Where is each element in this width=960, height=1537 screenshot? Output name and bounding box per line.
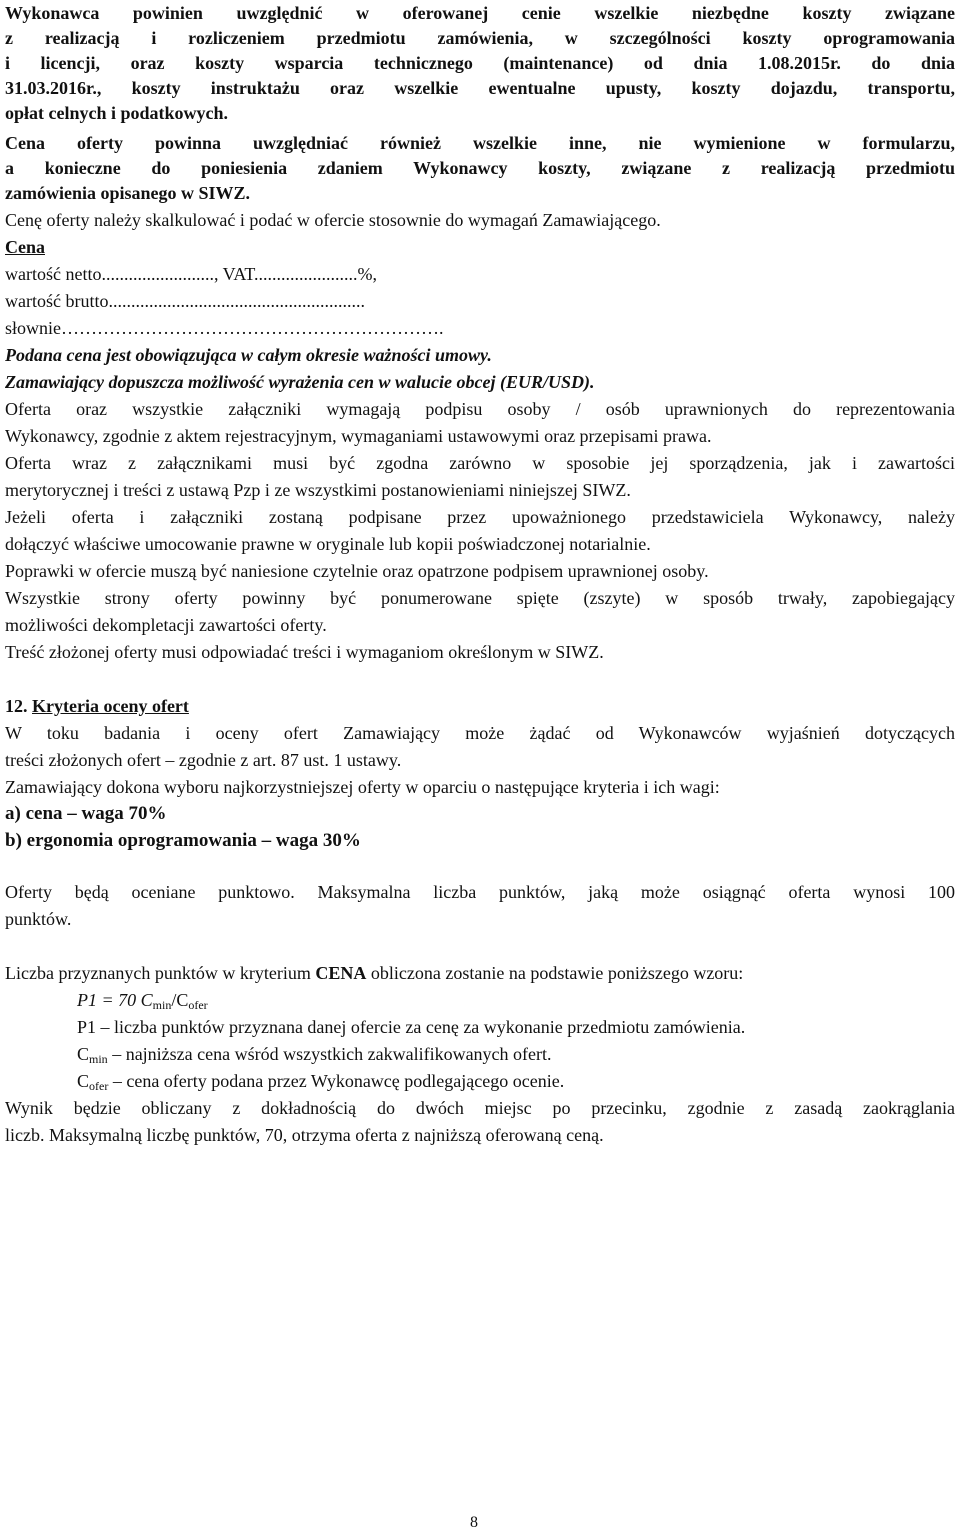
s12-p3-line1: Oferty będą oceniane punktowo. Maksymalna liczba punktów, jaką może osiągnąć oferta wynosi 100 [5,882,955,902]
para8-line2: możliwości dekompletacji zawartości oferty. [5,615,327,635]
para8-line1: Wszystkie strony oferty powinny być ponumerowane spięte (zszyte) w sposób trwały, zapobiegający [5,588,955,608]
formula [77,989,208,1011]
s12-p2: Zamawiający dokona wyboru najkorzystniejszej oferty w oparciu o następujące kryteria i ich wagi: [5,777,720,797]
s12-p1-line2: treści złożonych ofert – zgodnie z art. 87 ust. 1 ustawy. [5,750,402,770]
para1-line4: 31.03.2016r., koszty instruktażu oraz wszelkie ewentualne upusty, koszty dojazdu, transportu, [5,78,955,98]
section12-title: Kryteria oceny ofert [32,696,189,716]
para4-line2: Wykonawcy, zgodnie z aktem rejestracyjnym, wymaganiami ustawowymi oraz przepisami prawa. [5,426,712,446]
price-currency: Zamawiający dopuszcza możliwość wyrażenia cen w walucie obcej (EUR/USD). [5,372,595,392]
page-number: 8 [470,1514,478,1531]
s12-p1-line1: W toku badania i oceny ofert Zamawiający może żądać od Wykonawców wyjaśnień dotyczących [5,723,955,743]
para6-line1: Jeżeli oferta i załączniki zostaną podpisane przez upoważnionego przedstawiciela Wykonawcy, należy [5,507,955,527]
para5-line1: Oferta wraz z załącznikami musi być zgodna zarówno w sposobie jej sporządzenia, jak i zawartości [5,453,955,473]
s12-p4-post: obliczona zostanie na podstawie poniższego wzoru: [366,963,744,983]
s12-p4-pre: Liczba przyznanych punktów w kryterium [5,963,316,983]
para5-line2: merytorycznej i treści z ustawą Pzp i ze wszystkimi postanowieniami niniejszej SIWZ. [5,480,631,500]
para2-line1: Cena oferty powinna uwzględniać również wszelkie inne, nie wymienione w formularzu, [5,133,955,153]
formula-ofer-sub: ofer [188,998,208,1012]
def-cofer [77,1070,564,1092]
formula-slash: /C [171,990,189,1010]
para4-line1: Oferta oraz wszystkie załączniki wymagają podpisu osoby / osób uprawnionych do reprezentowania [5,399,955,419]
para2-line3: zamówienia opisanego w SIWZ. [5,183,251,203]
criterion-b: b) ergonomia oprogramowania – waga 30% [5,830,361,851]
para2-line2: a konieczne do poniesienia zdaniem Wykonawcy koszty, związane z realizacją przedmiotu [5,158,955,178]
para1-line1: Wykonawca powinien uwzględnić w oferowanej cenie wszelkie niezbędne koszty związane [5,3,955,23]
s12-p4 [5,962,743,984]
section12-number: 12. [5,696,28,716]
para7: Poprawki w ofercie muszą być naniesione czytelnie oraz opatrzone podpisem uprawnionej osoby. [5,561,709,581]
s12-p3-line2: punktów. [5,909,72,929]
para1-line2: z realizacją i rozliczeniem przedmiotu zamówienia, w szczególności koszty oprogramowania [5,28,955,48]
s12-p4-bold: CENA [315,963,367,983]
price-brutto: wartość brutto......................................................... [5,291,365,311]
def-cmin-sym: C [77,1044,90,1064]
price-heading: Cena [5,237,45,257]
para3: Cenę oferty należy skalkulować i podać w ofercie stosownie do wymagań Zamawiającego. [5,210,661,230]
criterion-a: a) cena – waga 70% [5,803,167,824]
para1-line5: opłat celnych i podatkowych. [5,103,229,123]
formula-lhs: P1 = 70 C [77,990,153,1010]
def-cofer-sub: ofer [89,1079,109,1093]
def-p1: P1 – liczba punktów przyznana danej ofercie za cenę za wykonanie przedmiotu zamówienia. [77,1017,746,1037]
def-cofer-sym: C [77,1071,90,1091]
s12-p5-line2: liczb. Maksymalną liczbę punktów, 70, otrzyma oferta z najniższą oferowaną ceną. [5,1125,604,1145]
def-cmin-text: – najniższa cena wśród wszystkich zakwalifikowanych ofert. [107,1044,552,1064]
para6-line2: dołączyć właściwe umocowanie prawne w oryginale lub kopii poświadczonej notarialnie. [5,534,651,554]
def-cmin-sub: min [89,1052,108,1066]
price-netto: wartość netto........................., VAT.......................%, [5,264,377,284]
price-slownie: słownie………………………………………………………. [5,318,444,338]
def-cofer-text: – cena oferty podana przez Wykonawcę podlegającego ocenie. [108,1071,565,1091]
section12-heading [5,695,189,717]
def-cmin [77,1043,552,1065]
price-validity: Podana cena jest obowiązująca w całym okresie ważności umowy. [5,345,492,365]
formula-min-sub: min [152,998,172,1012]
s12-p5-line1: Wynik będzie obliczany z dokładnością do dwóch miejsc po przecinku, zgodnie z zasadą zaokrąglania [5,1098,955,1118]
para1-line3: i licencji, oraz koszty wsparcia technicznego (maintenance) od dnia 1.08.2015r. do dnia [5,53,955,73]
para9: Treść złożonej oferty musi odpowiadać treści i wymaganiom określonym w SIWZ. [5,642,604,662]
